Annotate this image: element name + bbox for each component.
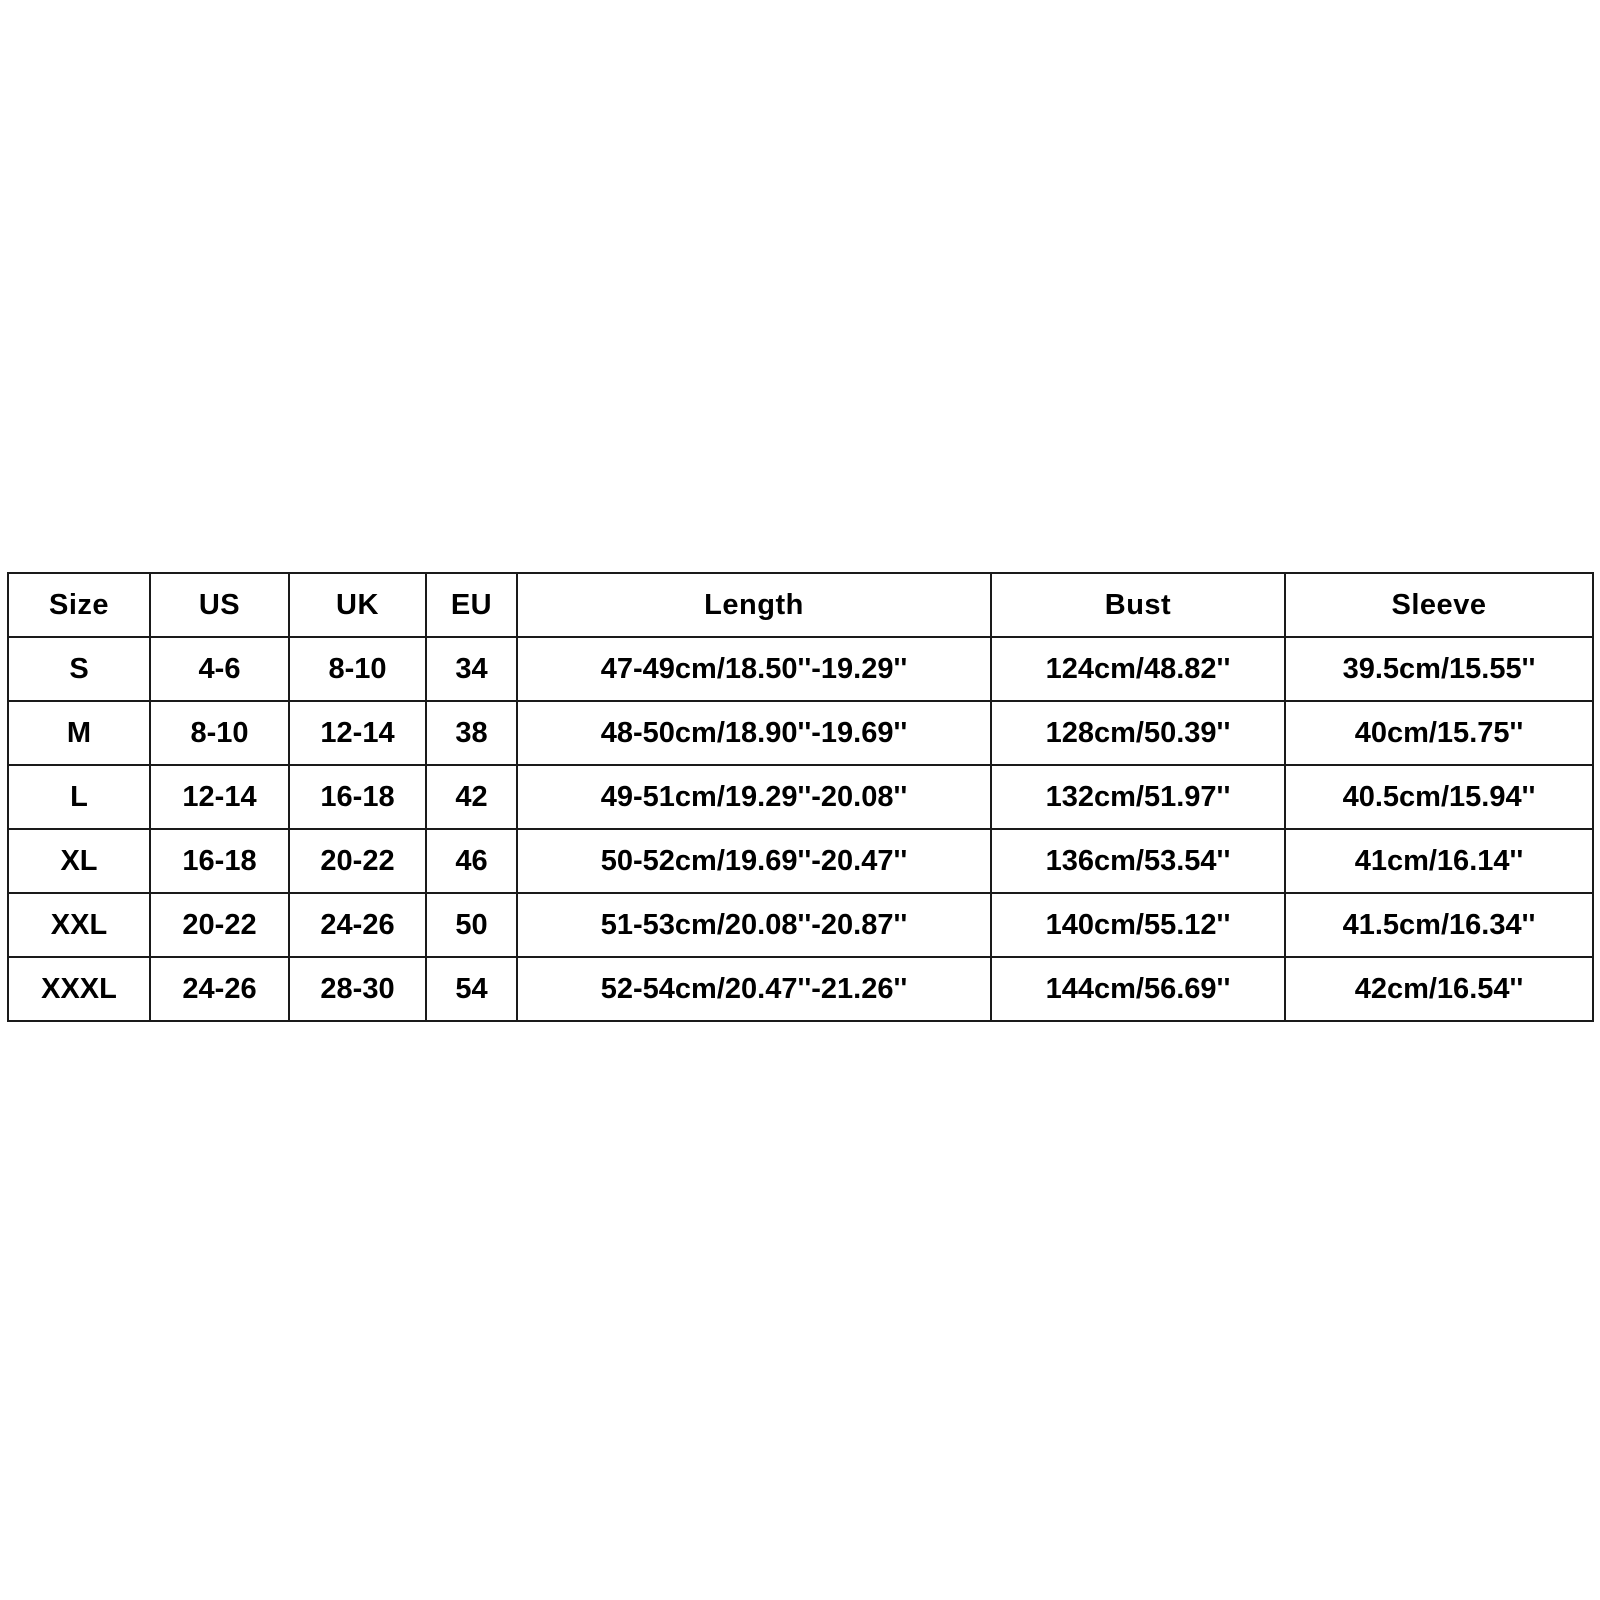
cell-us: 16-18 — [150, 829, 289, 893]
cell-size: M — [8, 701, 150, 765]
cell-bust: 124cm/48.82'' — [991, 637, 1285, 701]
table-row — [8, 957, 1593, 1021]
cell-size: XL — [8, 829, 150, 893]
cell-us: 8-10 — [150, 701, 289, 765]
column-header-eu: EU — [426, 573, 517, 637]
column-header-bust: Bust — [991, 573, 1285, 637]
table-row — [8, 893, 1593, 957]
cell-uk: 28-30 — [289, 957, 426, 1021]
cell-uk: 16-18 — [289, 765, 426, 829]
cell-us: 12-14 — [150, 765, 289, 829]
cell-eu: 38 — [426, 701, 517, 765]
cell-sleeve: 40cm/15.75'' — [1285, 701, 1593, 765]
cell-bust: 144cm/56.69'' — [991, 957, 1285, 1021]
cell-eu: 54 — [426, 957, 517, 1021]
cell-eu: 42 — [426, 765, 517, 829]
cell-sleeve: 41cm/16.14'' — [1285, 829, 1593, 893]
cell-uk: 8-10 — [289, 637, 426, 701]
cell-length: 50-52cm/19.69''-20.47'' — [517, 829, 991, 893]
cell-size: XXXL — [8, 957, 150, 1021]
column-header-uk: UK — [289, 573, 426, 637]
column-header-sleeve: Sleeve — [1285, 573, 1593, 637]
cell-us: 20-22 — [150, 893, 289, 957]
column-header-us: US — [150, 573, 289, 637]
table-row — [8, 765, 1593, 829]
cell-sleeve: 40.5cm/15.94'' — [1285, 765, 1593, 829]
cell-bust: 136cm/53.54'' — [991, 829, 1285, 893]
cell-us: 24-26 — [150, 957, 289, 1021]
table-header-row — [8, 573, 1593, 637]
table-row — [8, 829, 1593, 893]
cell-length: 52-54cm/20.47''-21.26'' — [517, 957, 991, 1021]
cell-bust: 140cm/55.12'' — [991, 893, 1285, 957]
cell-uk: 24-26 — [289, 893, 426, 957]
cell-bust: 132cm/51.97'' — [991, 765, 1285, 829]
size-chart-table — [7, 572, 1594, 1022]
cell-size: XXL — [8, 893, 150, 957]
cell-length: 49-51cm/19.29''-20.08'' — [517, 765, 991, 829]
column-header-size: Size — [8, 573, 150, 637]
cell-length: 47-49cm/18.50''-19.29'' — [517, 637, 991, 701]
cell-eu: 46 — [426, 829, 517, 893]
column-header-length: Length — [517, 573, 991, 637]
cell-sleeve: 39.5cm/15.55'' — [1285, 637, 1593, 701]
table-row — [8, 701, 1593, 765]
cell-bust: 128cm/50.39'' — [991, 701, 1285, 765]
cell-uk: 20-22 — [289, 829, 426, 893]
cell-us: 4-6 — [150, 637, 289, 701]
cell-length: 48-50cm/18.90''-19.69'' — [517, 701, 991, 765]
cell-sleeve: 41.5cm/16.34'' — [1285, 893, 1593, 957]
cell-sleeve: 42cm/16.54'' — [1285, 957, 1593, 1021]
cell-length: 51-53cm/20.08''-20.87'' — [517, 893, 991, 957]
cell-size: L — [8, 765, 150, 829]
cell-size: S — [8, 637, 150, 701]
cell-eu: 34 — [426, 637, 517, 701]
cell-eu: 50 — [426, 893, 517, 957]
cell-uk: 12-14 — [289, 701, 426, 765]
table-row — [8, 637, 1593, 701]
